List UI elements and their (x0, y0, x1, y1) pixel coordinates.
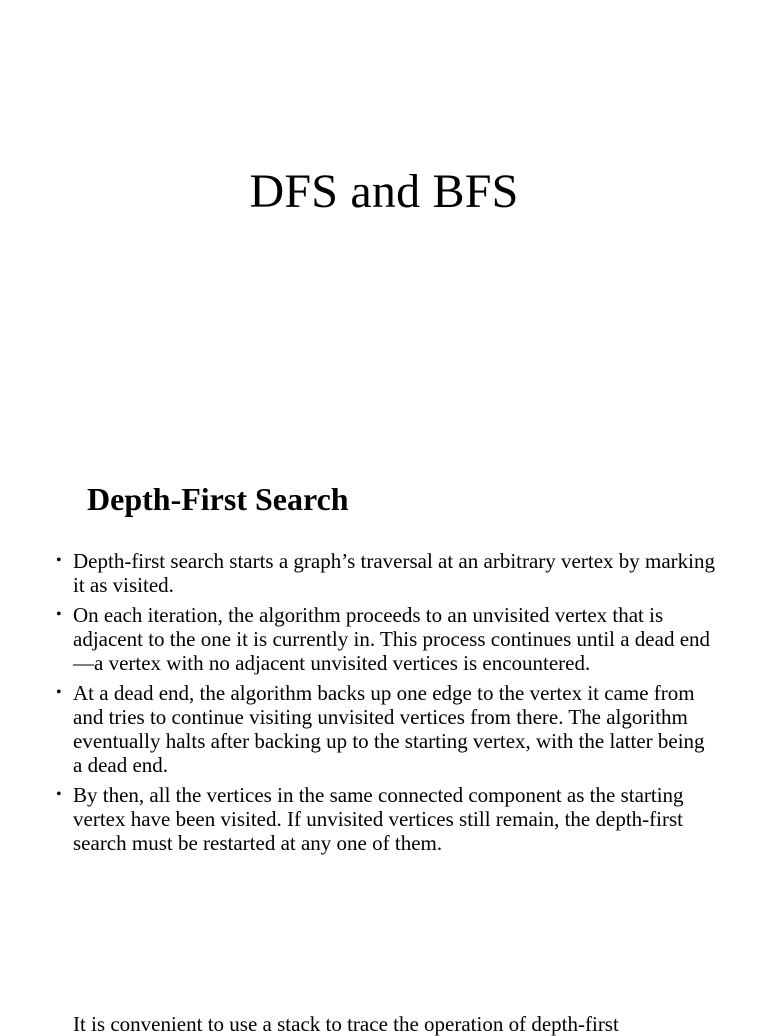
bullet-item (56, 549, 716, 597)
bullet-text: Depth-first search starts a graph’s traversal at an arbitrary vertex by marking it as visited. (73, 549, 715, 597)
bullet-item (56, 603, 716, 675)
bullet-marker: • (56, 606, 62, 623)
bullet-text: On each iteration, the algorithm proceeds to an unvisited vertex that is adjacent to the one it is currently in. This process continues until a dead end—a vertex with no adjacent unvisited vertices is encountered. (73, 603, 711, 675)
slide-title: DFS and BFS (249, 165, 519, 218)
bullet-marker: • (56, 684, 62, 701)
section-heading: Depth-First Search (87, 481, 349, 517)
next-slide-partial-text (56, 1012, 756, 1036)
bullet-item (56, 681, 716, 777)
title-slide (0, 0, 768, 440)
bullet-marker: • (56, 786, 62, 803)
bullet-text: By then, all the vertices in the same connected component as the starting vertex have been visited. If unvisited vertices still remain, the depth-first search must be restarted at any one of them. (73, 783, 684, 855)
bullet-text: At a dead end, the algorithm backs up one edge to the vertex it came from and tries to continue visiting unvisited vertices from there. The algorithm eventually halts after backing up to the starting vertex, with the latter being a dead end. (73, 681, 705, 777)
bullet-item (56, 783, 716, 855)
partial-line-text: It is convenient to use a stack to trace the operation of depth-first (73, 1012, 619, 1036)
bullet-marker: • (56, 552, 62, 569)
bullet-list (56, 549, 716, 861)
